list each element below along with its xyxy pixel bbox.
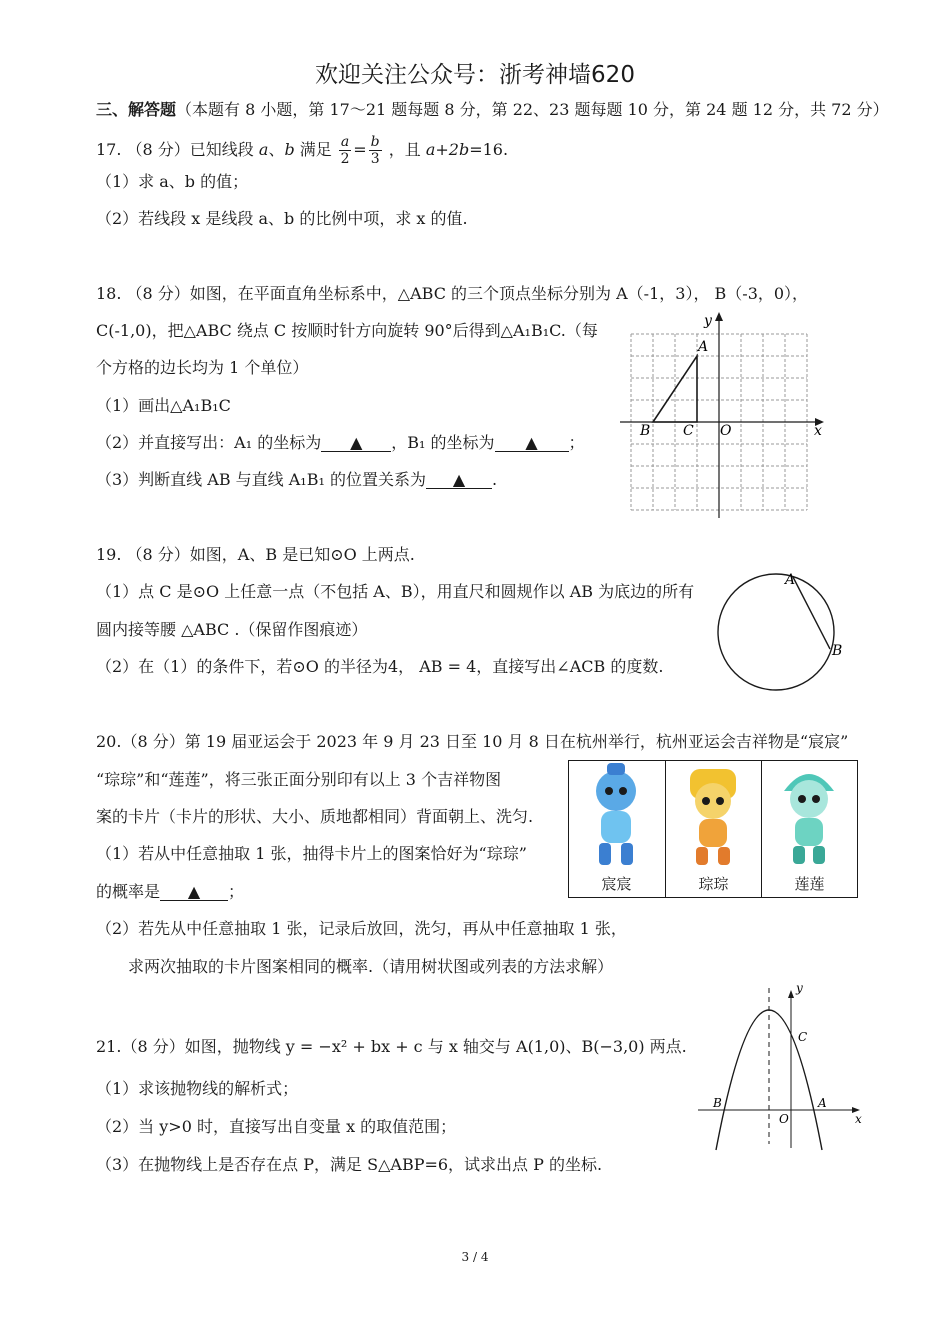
q17-stem-suffix: ，且 — [388, 140, 426, 159]
q21-part-2: （2）当 y>0 时，直接写出自变量 x 的取值范围； — [96, 1117, 457, 1136]
q21-part-3: （3）在抛物线上是否存在点 P，满足 S△ABP=6，试求出点 P 的坐标. — [96, 1155, 603, 1174]
q20-answer-blank: ▲ — [160, 884, 228, 901]
q17-eq: = — [353, 140, 367, 159]
q17-frac2-den: 3 — [370, 151, 380, 167]
q18-part-1: （1）画出△A₁B₁C — [96, 396, 231, 415]
mascot-name-congcong: 琮琮 — [698, 875, 729, 893]
q17-part-1: （1）求 a、b 的值； — [96, 172, 249, 191]
q17-frac1-num: a — [340, 134, 350, 150]
q18-answer-blank-b1: ▲ — [495, 435, 569, 452]
q18-part-2-suffix: ； — [568, 433, 585, 452]
q19-circle-figure — [716, 570, 856, 695]
mascot-congcong-image — [666, 761, 761, 871]
section-heading — [96, 100, 889, 120]
q20-line-5-prefix: 的概率是 — [96, 882, 161, 901]
q18-part-3-suffix: . — [491, 470, 498, 489]
q18-y-arrow-icon — [715, 312, 723, 321]
q18-part-2-prefix: （2）并直接写出：A₁ 的坐标为 — [96, 433, 322, 452]
q18-label-a: A — [698, 339, 709, 355]
mascot-name-lianlian: 莲莲 — [794, 875, 825, 893]
q18-line-1: 18. （8 分）如图，在平面直角坐标系中，△ABC 的三个顶点坐标分别为 A（-1，3）， B（-3，0）， — [96, 284, 809, 303]
q21-line-1: 21.（8 分）如图，抛物线 y = −x² + bx + c 与 x 轴交与 A(1,0)、B(−3,0) 两点. — [96, 1037, 687, 1056]
q19-circle-o — [718, 574, 834, 690]
mascot-card-chenchen — [569, 761, 664, 897]
mascot-name-chenchen: 宸宸 — [601, 875, 632, 893]
q17-condition: a+2b — [425, 140, 470, 159]
q20-line-5 — [96, 882, 244, 902]
q18-answer-blank-a1: ▲ — [321, 435, 391, 452]
q21-label-x: x — [855, 1112, 862, 1126]
q17-stem-prefix: 17. （8 分）已知线段 — [96, 140, 254, 159]
mascot-card-congcong — [665, 761, 761, 897]
q21-parabola-figure — [694, 982, 869, 1152]
q19-line-3: 圆内接等腰 △ABC .（保留作图痕迹） — [96, 620, 368, 639]
mascot-lianlian-image — [762, 761, 857, 871]
q17-stem — [96, 132, 508, 168]
q20-line-7: 求两次抽取的卡片图案相同的概率.（请用树状图或列表的方法求解） — [128, 957, 614, 976]
q20-line-6: （2）若先从中任意抽取 1 张，记录后放回，洗匀，再从中任意抽取 1 张， — [96, 919, 627, 938]
q17-stem-mid: 满足 — [294, 140, 332, 159]
q18-line-2: C(-1,0)，把△ABC 绕点 C 按顺时针方向旋转 90°后得到△A₁B₁C.（每 — [96, 321, 598, 340]
mascot-chenchen-image — [569, 761, 664, 871]
q18-part-2 — [96, 433, 585, 453]
q18-coordinate-grid-figure — [610, 308, 840, 528]
q18-label-y: y — [704, 313, 712, 329]
q17-sep: 、 — [268, 140, 285, 159]
q18-label-c: C — [683, 423, 694, 439]
q18-part-2-mid: ，B₁ 的坐标为 — [391, 433, 495, 452]
page-header-title: 欢迎关注公众号：浙考神墙620 — [315, 62, 635, 88]
q17-condition-value: =16. — [469, 140, 509, 159]
q21-label-a: A — [818, 1096, 827, 1110]
q18-part-3 — [96, 470, 497, 490]
q21-part-1: （1）求该抛物线的解析式； — [96, 1079, 299, 1098]
q18-part-3-prefix: （3）判断直线 AB 与直线 A₁B₁ 的位置关系为 — [96, 470, 426, 489]
q20-line-3: 案的卡片（卡片的形状、大小、质地都相同）背面朝上、洗匀. — [96, 807, 534, 826]
q19-line-1: 19. （8 分）如图，A、B 是已知⊙O 上两点. — [96, 545, 415, 564]
q21-label-y: y — [796, 982, 803, 995]
q18-label-o: O — [720, 423, 732, 439]
section-title: 三、解答题 — [96, 100, 177, 119]
q17-var-b: b — [284, 140, 295, 159]
q21-label-o: O — [779, 1112, 789, 1126]
q18-answer-blank-relation: ▲ — [426, 472, 492, 489]
q18-label-x: x — [814, 423, 822, 439]
mascot-card-lianlian — [761, 761, 857, 897]
q17-frac2-num: b — [370, 134, 380, 150]
q19-label-b: B — [832, 643, 843, 659]
q20-mascot-cards — [568, 760, 858, 898]
q21-label-b: B — [713, 1096, 722, 1110]
q18-label-b: B — [640, 423, 651, 439]
q19-chord-ab — [793, 577, 830, 649]
q18-line-3: 个方格的边长均为 1 个单位） — [96, 358, 309, 377]
q20-line-5-suffix: ； — [228, 882, 245, 901]
q21-label-c: C — [798, 1030, 808, 1044]
section-note: （本题有 8 小题，第 17～21 题每题 8 分，第 22、23 题每题 10 分，第 24 题 12 分，共 72 分） — [176, 100, 889, 119]
q20-line-4: （1）若从中任意抽取 1 张，抽得卡片上的图案恰好为“琮琮” — [96, 844, 527, 863]
q17-fraction-1 — [339, 134, 351, 167]
q19-label-a: A — [785, 572, 796, 588]
q19-line-4: （2）在（1）的条件下，若⊙O 的半径为4， AB = 4，直接写出∠ACB 的度数. — [96, 657, 664, 676]
page-number: 3 / 4 — [461, 1250, 489, 1264]
q20-line-1: 20.（8 分）第 19 届亚运会于 2023 年 9 月 23 日至 10 月 8 日在杭州举行，杭州亚运会吉祥物是“宸宸” — [96, 732, 849, 751]
q17-frac1-den: 2 — [340, 151, 350, 167]
q21-y-arrow-icon — [788, 990, 794, 998]
q17-fraction-2 — [369, 134, 382, 167]
q17-var-a: a — [258, 140, 269, 159]
q17-part-2: （2）若线段 x 是线段 a、b 的比例中项，求 x 的值. — [96, 209, 468, 228]
q19-line-2: （1）点 C 是⊙O 上任意一点（不包括 A、B），用直尺和圆规作以 AB 为底边的所有 — [96, 582, 695, 601]
q20-line-2: “琮琮”和“莲莲”，将三张正面分别印有以上 3 个吉祥物图 — [96, 770, 502, 789]
